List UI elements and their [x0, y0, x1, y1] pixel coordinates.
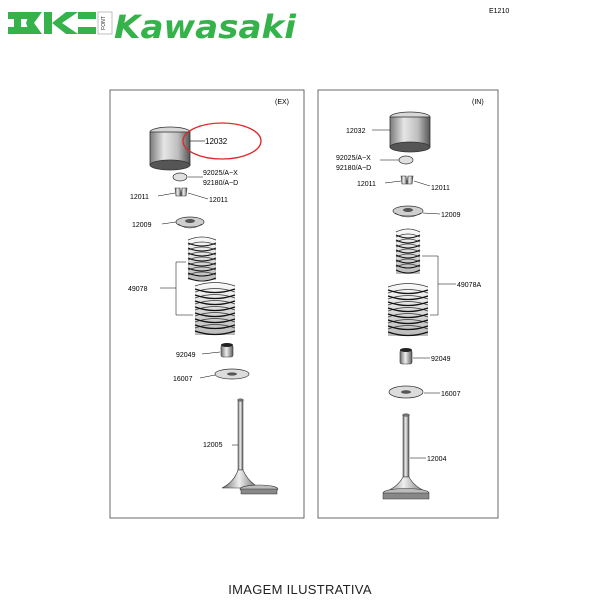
image-caption: IMAGEM ILUSTRATIVA	[228, 582, 372, 597]
ex-label-92049: 92049	[176, 352, 196, 359]
ex-oil-seal-92049	[221, 343, 233, 357]
ex-exhaust-valve-12005	[222, 399, 278, 494]
brand-wordmark: Kawasaki	[114, 8, 298, 46]
kawasaki-k-emblem-icon	[8, 12, 96, 34]
in-label-12011-left: 12011	[357, 181, 376, 188]
in-label-12009: 12009	[441, 212, 461, 219]
in-collet-12011	[401, 176, 413, 184]
ex-label-12009: 12009	[132, 222, 152, 229]
ex-valve-lifter-12032	[150, 127, 190, 170]
ex-label-92025: 92025/A~X	[203, 170, 238, 177]
kawasaki-logo	[8, 8, 297, 46]
in-label-12004: 12004	[427, 456, 447, 463]
in-valve-lifter-12032	[390, 112, 430, 152]
in-retainer-12009	[393, 206, 423, 217]
in-label-12032: 12032	[346, 128, 366, 135]
in-oil-seal-92049	[400, 348, 412, 364]
font-badge-icon	[98, 12, 112, 34]
in-label-92049: 92049	[431, 356, 451, 363]
ex-label-12011-right: 12011	[209, 197, 228, 204]
in-spring-seat-16007	[389, 386, 423, 398]
ex-label-49078: 49078	[128, 286, 148, 293]
ex-label-12005: 12005	[203, 442, 223, 449]
in-shim-92025	[399, 156, 413, 164]
in-label-92180: 92180/A~D	[336, 165, 372, 172]
in-label-92025: 92025/A~X	[336, 155, 371, 162]
panel-ex-header: (EX)	[275, 99, 289, 106]
ex-valve-spring-outer-49078	[195, 283, 235, 336]
in-valve-spring-inner-49078A	[396, 229, 420, 274]
ex-label-12011-left: 12011	[130, 194, 149, 201]
ex-shim-92025	[173, 173, 187, 181]
in-label-49078A: 49078A	[457, 282, 482, 289]
in-label-16007: 16007	[441, 391, 461, 398]
ex-spring-seat-16007	[215, 369, 249, 379]
ex-valve-spring-inner-49078	[188, 237, 216, 281]
font-badge-text: FONT	[101, 16, 107, 30]
panel-in-header: (IN)	[472, 99, 484, 106]
ex-label-12032: 12032	[205, 137, 228, 146]
ex-parts	[128, 123, 278, 494]
ex-retainer-12009	[176, 217, 204, 228]
ex-collet-12011	[175, 188, 187, 196]
in-label-12011-right: 12011	[431, 185, 450, 192]
ex-label-92180: 92180/A~D	[203, 180, 239, 187]
in-valve-spring-outer-49078A	[388, 284, 428, 337]
in-intake-valve-12004	[383, 414, 429, 499]
in-parts	[336, 112, 481, 499]
ex-label-16007: 16007	[173, 376, 193, 383]
diagram-code: E1210	[489, 8, 510, 15]
